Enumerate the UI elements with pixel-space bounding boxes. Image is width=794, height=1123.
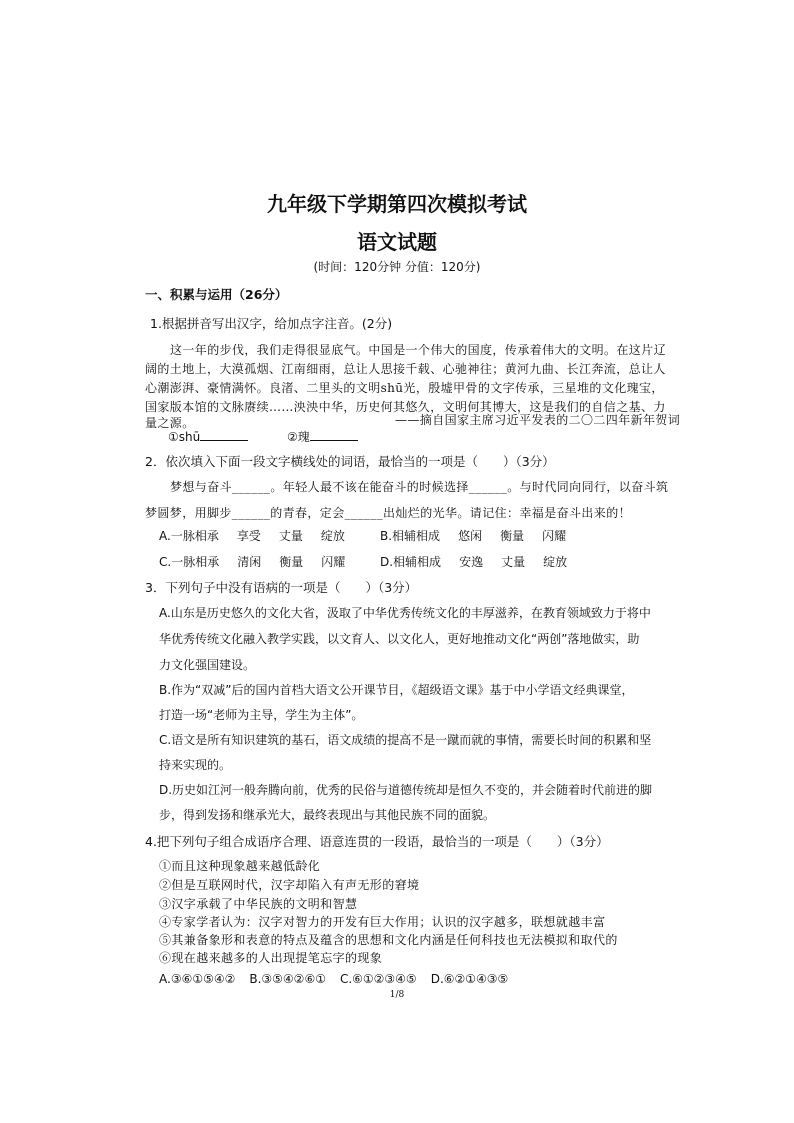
subject-title: 语文试题 bbox=[357, 230, 437, 254]
option-word: 绽放 bbox=[320, 529, 345, 543]
q2-line: 梦想与奋斗______。年轻人最不该在能奋斗的时候选择______。与时代同向同行，以奋斗筑 bbox=[170, 480, 669, 494]
q4-option-b: B.③⑤④②⑥① bbox=[249, 972, 326, 986]
answer-blank[interactable] bbox=[200, 428, 248, 441]
q3-line: D.历史如江河一般奔腾向前，优秀的民俗与道德传统却是恒久不变的，并会随着时代前进的脚 bbox=[159, 783, 653, 797]
answer-blank[interactable] bbox=[310, 428, 358, 441]
q4-item: ④专家学者认为：汉字对智力的开发有巨大作用；认识的汉字越多，联想就越丰富 bbox=[159, 915, 606, 929]
q2-option-b bbox=[380, 527, 566, 544]
option-word: B.相辅相成 bbox=[380, 529, 441, 543]
exam-title: 九年级下学期第四次模拟考试 bbox=[267, 192, 527, 216]
option-word: A.一脉相承 bbox=[159, 529, 219, 543]
q4-options bbox=[159, 972, 508, 986]
option-word: 绽放 bbox=[543, 555, 568, 569]
q2-line: 梦圆梦，用脚步______的青春，定会______出灿烂的光华。请记住：幸福是奋斗出来的！ bbox=[145, 506, 632, 520]
q1-line: 国家版本馆的文脉赓续……泱泱中华，历史何其悠久，文明何其博大，这是我们的自信之基、力 bbox=[145, 400, 666, 414]
q3-stem: 3．下列句子中没有语病的一项是（ ）（3分） bbox=[145, 580, 418, 595]
q3-line: 华优秀传统文化融入教学实践，以文育人、以文化人，更好地推动文化“两创”落地做实，助 bbox=[159, 632, 640, 646]
option-word: 享受 bbox=[236, 529, 261, 543]
q4-option-d: D.⑥②①④③⑤ bbox=[430, 972, 509, 986]
q3-line: 力文化强国建设。 bbox=[159, 658, 256, 672]
option-word: 悠闲 bbox=[458, 529, 483, 543]
option-word: 安逸 bbox=[459, 555, 484, 569]
q3-line: 步，得到发扬和继承光大，最终表现出与其他民族不同的面貌。 bbox=[159, 808, 496, 822]
q2-option-d bbox=[380, 553, 567, 570]
q1-source: ——摘自国家主席习近平发表的二〇二四年新年贺词 bbox=[395, 413, 681, 427]
option-word: 衡量 bbox=[279, 555, 304, 569]
q3-line: A.山东是历史悠久的文化大省，汲取了中华优秀传统文化的丰厚滋养，在教育领域致力于将中 bbox=[159, 606, 651, 620]
q1-blank2-label: ②瑰 bbox=[287, 430, 310, 444]
q3-line: B.作为“双减”后的国内首档大语文公开课节目，《超级语文课》基于中小学语文经典课堂， bbox=[159, 683, 634, 697]
option-word: 丈量 bbox=[501, 555, 526, 569]
option-word: 闪耀 bbox=[542, 529, 567, 543]
q1-blank1-label: ①shū bbox=[168, 430, 201, 444]
q4-stem: 4.把下列句子组合成语序合理、语意连贯的一段语，最恰当的一项是（ ）（3分） bbox=[145, 834, 609, 849]
option-word: 衡量 bbox=[500, 529, 525, 543]
q4-option-c: C.⑥①②③④⑤ bbox=[339, 972, 417, 986]
q1-stem: 1.根据拼音写出汉字，给加点字注音。(2分) bbox=[150, 316, 393, 331]
q2-option-c bbox=[159, 553, 345, 570]
option-word: D.相辅相成 bbox=[380, 555, 442, 569]
page-number: 1/8 bbox=[389, 990, 405, 1000]
q4-option-a: A.③⑥①⑤④② bbox=[159, 972, 236, 986]
option-word: C.一脉相承 bbox=[159, 555, 220, 569]
q4-item: ⑥现在越来越多的人出现提笔忘字的现象 bbox=[159, 951, 383, 965]
q1-line: 量之源。 bbox=[145, 416, 195, 430]
q1-line: 心潮澎湃、豪情满怀。良渚、二里头的文明shū光，殷墟甲骨的文字传承，三星堆的文化瑰宝， bbox=[145, 381, 664, 395]
q1-line: 这一年的步伐，我们走得很显底气。中国是一个伟大的国度，传承着伟大的文明。在这片辽 bbox=[170, 343, 667, 357]
q2-stem: 2．依次填入下面一段文字横线处的词语，最恰当的一项是（ ）（3分） bbox=[145, 454, 555, 469]
q3-line: C.语文是所有知识建筑的基石，语文成绩的提高不是一蹴而就的事情，需要长时间的积累和坚 bbox=[159, 733, 652, 747]
option-word: 清闲 bbox=[237, 555, 262, 569]
q4-item: ①而且这种现象越来越低龄化 bbox=[159, 859, 321, 873]
q1-line: 阔的土地上，大漠孤烟、江南细雨，总让人思接千载、心驰神往；黄河九曲、长江奔流，总让人 bbox=[145, 362, 666, 376]
section-heading: 一、积累与运用（26分） bbox=[145, 287, 288, 302]
option-word: 丈量 bbox=[278, 529, 303, 543]
option-word: 闪耀 bbox=[321, 555, 346, 569]
q1-answer-2 bbox=[287, 428, 358, 445]
exam-meta: (时间：120分钟 分值：120分) bbox=[313, 260, 481, 274]
q2-option-a bbox=[159, 527, 345, 544]
q3-line: 打造一场“老师为主导，学生为主体”。 bbox=[159, 708, 364, 722]
q3-line: 持来实现的。 bbox=[159, 758, 232, 772]
q4-item: ③汉字承载了中华民族的文明和智慧 bbox=[159, 897, 358, 911]
q1-answer-1 bbox=[168, 428, 248, 444]
q4-item: ②但是互联网时代，汉字却陷入有声无形的窘境 bbox=[159, 878, 420, 892]
q4-item: ⑤其兼备象形和表意的特点及蕴含的思想和文化内涵是任何科技也无法模拟和取代的 bbox=[159, 933, 618, 947]
